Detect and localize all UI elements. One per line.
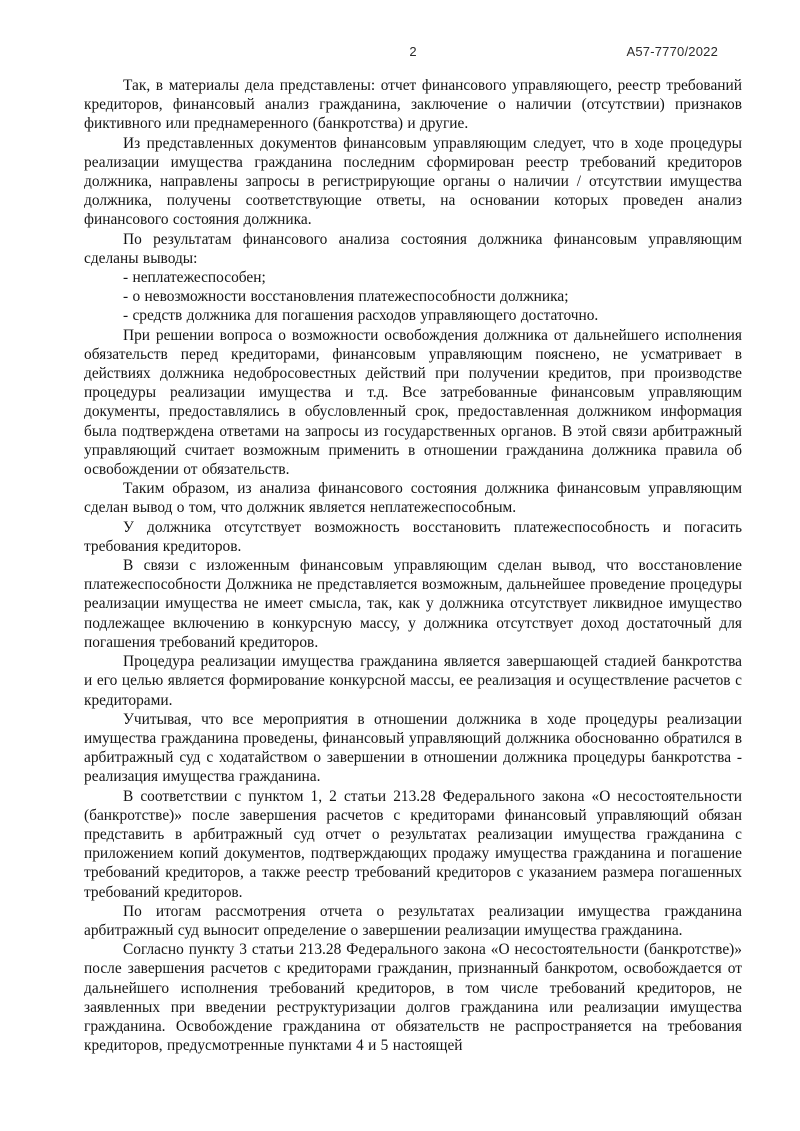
case-number: А57-7770/2022 (626, 44, 718, 59)
document-body (84, 76, 742, 1055)
paragraph: У должника отсутствует возможность восстановить платежеспособность и погасить требования кредиторов. (84, 518, 742, 555)
paragraph: В соответствии с пунктом 1, 2 статьи 213.28 Федерального закона «О несостоятельности (банкротстве)» после завершения расчетов с кредиторами финансовый управляющий обязан представить в арбитражный суд отчет о результатах реализации имущества гражданина с приложением копий документов, подтверждающих продажу имущества гражданина и погашение требований кредиторов, а также реестр требований кредиторов с указанием размера погашенных требований кредиторов. (84, 787, 742, 901)
paragraph: При решении вопроса о возможности освобождения должника от дальнейшего исполнения обязательств перед кредиторами, финансовым управляющим пояснено, не усматривает в действиях должника недобросовестных действий при получении кредитов, при производстве процедуры реализации имущества и т.д. Все затребованные финансовым управляющим документы, предоставлялись в обусловленный срок, предоставленная должником информация была подтверждена ответами на запросы из государственных органов. В этой связи арбитражный управляющий считает возможным применить в отношении гражданина должника правила об освобождении от обязательств. (84, 326, 742, 479)
list-item: - о невозможности восстановления платежеспособности должника; (123, 288, 569, 306)
list-item: - неплатежеспособен; (123, 269, 266, 287)
page-header (84, 44, 742, 60)
paragraph: Процедура реализации имущества гражданина является завершающей стадией банкротства и его целью является формирование конкурсной массы, ее реализация и осуществление расчетов с кредиторами. (84, 653, 742, 709)
list-item: - средств должника для погашения расходов управляющего достаточно. (123, 307, 599, 325)
paragraph: Так, в материалы дела представлены: отчет финансового управляющего, реестр требований кредиторов, финансовый анализ гражданина, заключение о наличии (отсутствии) признаков фиктивного или преднамеренного (банкротства) и другие. (84, 77, 742, 133)
paragraph: По результатам финансового анализа состояния должника финансовым управляющим сделаны выводы: (84, 230, 742, 267)
page-number: 2 (409, 44, 417, 59)
paragraph: Таким образом, из анализа финансового состояния должника финансовым управляющим сделан вывод о том, что должник является неплатежеспособным. (84, 480, 742, 517)
paragraph: Учитывая, что все мероприятия в отношении должника в ходе процедуры реализации имущества гражданина проведены, финансовый управляющий должника обоснованно обратился в арбитражный суд с ходатайством о завершении в отношении должника процедуры банкротства - реализация имущества гражданина. (84, 710, 742, 786)
paragraph: Согласно пункту 3 статьи 213.28 Федерального закона «О несостоятельности (банкротстве)» после завершения расчетов с кредиторами гражданин, признанный банкротом, освобождается от дальнейшего исполнения требований кредиторов, в том числе требований кредиторов, не заявленных при введении реструктуризации долгов гражданина или реализации имущества гражданина. Освобождение гражданина от обязательств не распространяется на требования кредиторов, предусмотренные пунктами 4 и 5 настоящей (84, 941, 742, 1055)
paragraph: По итогам рассмотрения отчета о результатах реализации имущества гражданина арбитражный суд выносит определение о завершении реализации имущества гражданина. (84, 902, 742, 939)
paragraph: В связи с изложенным финансовым управляющим сделан вывод, что восстановление платежеспособности Должника не представляется возможным, дальнейшее проведение процедуры реализации имущества не имеет смысла, так, как у должника отсутствует ликвидное имущество подлежащее включению в конкурсную массу, у должника отсутствует доход достаточный для погашения требований кредиторов. (84, 557, 742, 651)
paragraph: Из представленных документов финансовым управляющим следует, что в ходе процедуры реализации имущества гражданина последним сформирован реестр требований кредиторов должника, направлены запросы в регистрирующие органы о наличии / отсутствии имущества должника, получены соответствующие ответы, на основании которых проведен анализ финансового состояния должника. (84, 134, 742, 229)
